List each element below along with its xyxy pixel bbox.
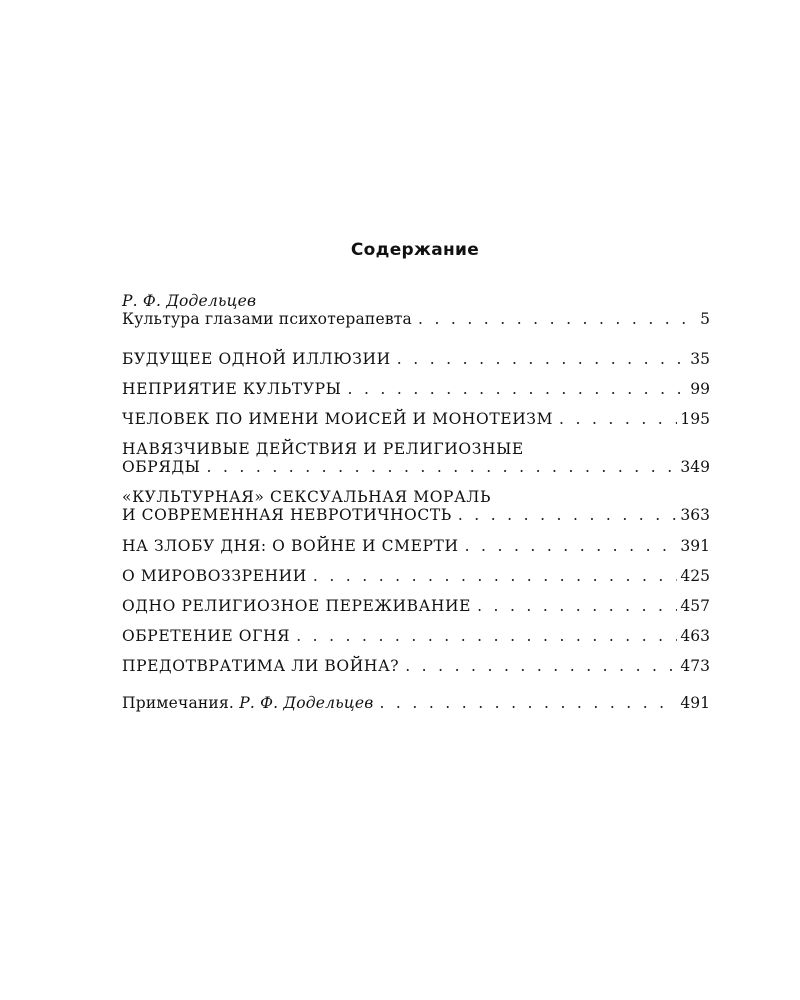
toc-entry-title: Культура глазами психотерапевта <box>122 310 412 328</box>
toc-entry-page: 349 <box>680 458 710 476</box>
leader-dots <box>559 410 677 428</box>
toc-entry-page: 463 <box>680 627 710 645</box>
toc-entry-page: 473 <box>680 657 710 675</box>
leader-dots <box>296 627 677 645</box>
toc-entry-title: ЧЕЛОВЕК ПО ИМЕНИ МОИСЕЙ И МОНОТЕИЗМ <box>122 410 554 428</box>
toc-entry-civilized-sexual-morality[interactable] <box>122 488 710 524</box>
toc-entry-title-line2: ОБРЯДЫ <box>122 458 201 476</box>
page-title: Содержание <box>350 240 480 260</box>
toc-entry-page: 35 <box>690 350 710 368</box>
toc-entry-page: 491 <box>680 694 710 712</box>
toc-entry-page: 99 <box>690 380 710 398</box>
toc-entry-notes[interactable] <box>122 694 710 712</box>
leader-dots <box>405 657 677 675</box>
toc-entry-title: О МИРОВОЗЗРЕНИИ <box>122 567 307 585</box>
toc-entry-title-line1: НАВЯЗЧИВЫЕ ДЕЙСТВИЯ И РЕЛИГИОЗНЫЕ <box>122 440 524 458</box>
leader-dots <box>348 380 688 398</box>
toc-entry-war-and-death[interactable] <box>122 537 710 555</box>
toc-entry-title: ОБРЕТЕНИЕ ОГНЯ <box>122 627 291 645</box>
toc-entry-page: 391 <box>680 537 710 555</box>
toc-entry-weltanschauung[interactable] <box>122 567 710 585</box>
table-of-contents <box>122 0 710 1000</box>
toc-entry-title-line1: «КУЛЬТУРНАЯ» СЕКСУАЛЬНАЯ МОРАЛЬ <box>122 488 491 506</box>
toc-entry-page: 425 <box>680 567 710 585</box>
toc-entry-religious-experience[interactable] <box>122 597 710 615</box>
toc-entry-page: 363 <box>680 506 710 524</box>
toc-entry-page: 457 <box>680 597 710 615</box>
toc-entry-title-line2: И СОВРЕМЕННАЯ НЕВРОТИЧНОСТЬ <box>122 506 452 524</box>
toc-entry-title: ОДНО РЕЛИГИОЗНОЕ ПЕРЕЖИВАНИЕ <box>122 597 472 615</box>
toc-entry-acquisition-of-fire[interactable] <box>122 627 710 645</box>
toc-entry-title: БУДУЩЕЕ ОДНОЙ ИЛЛЮЗИИ <box>122 350 391 368</box>
leader-dots <box>397 350 687 368</box>
leader-dots <box>207 458 678 476</box>
toc-entry-page: 195 <box>680 410 710 428</box>
toc-entry-notes-author: Р. Ф. Додельцев <box>239 694 374 712</box>
toc-entry-obsessive-actions[interactable] <box>122 440 710 476</box>
toc-entry-author: Р. Ф. Додельцев <box>122 292 257 310</box>
toc-entry-notes-prefix: Примечания. <box>122 694 235 712</box>
toc-entry-intro[interactable] <box>122 292 710 328</box>
leader-dots <box>379 694 677 712</box>
toc-entry-title: ПРЕДОТВРАТИМА ЛИ ВОЙНА? <box>122 657 400 675</box>
toc-entry-discontents[interactable] <box>122 380 710 398</box>
toc-entry-title <box>122 694 373 712</box>
toc-entry-page: 5 <box>700 310 710 328</box>
toc-entry-title: НА ЗЛОБУ ДНЯ: О ВОЙНЕ И СМЕРТИ <box>122 537 459 555</box>
toc-entry-title: НЕПРИЯТИЕ КУЛЬТУРЫ <box>122 380 342 398</box>
toc-entry-why-war[interactable] <box>122 657 710 675</box>
leader-dots <box>418 310 697 328</box>
toc-entry-moses-monotheism[interactable] <box>122 410 710 428</box>
leader-dots <box>313 567 678 585</box>
leader-dots <box>465 537 678 555</box>
toc-entry-future-of-illusion[interactable] <box>122 350 710 368</box>
leader-dots <box>477 597 677 615</box>
leader-dots <box>458 506 678 524</box>
